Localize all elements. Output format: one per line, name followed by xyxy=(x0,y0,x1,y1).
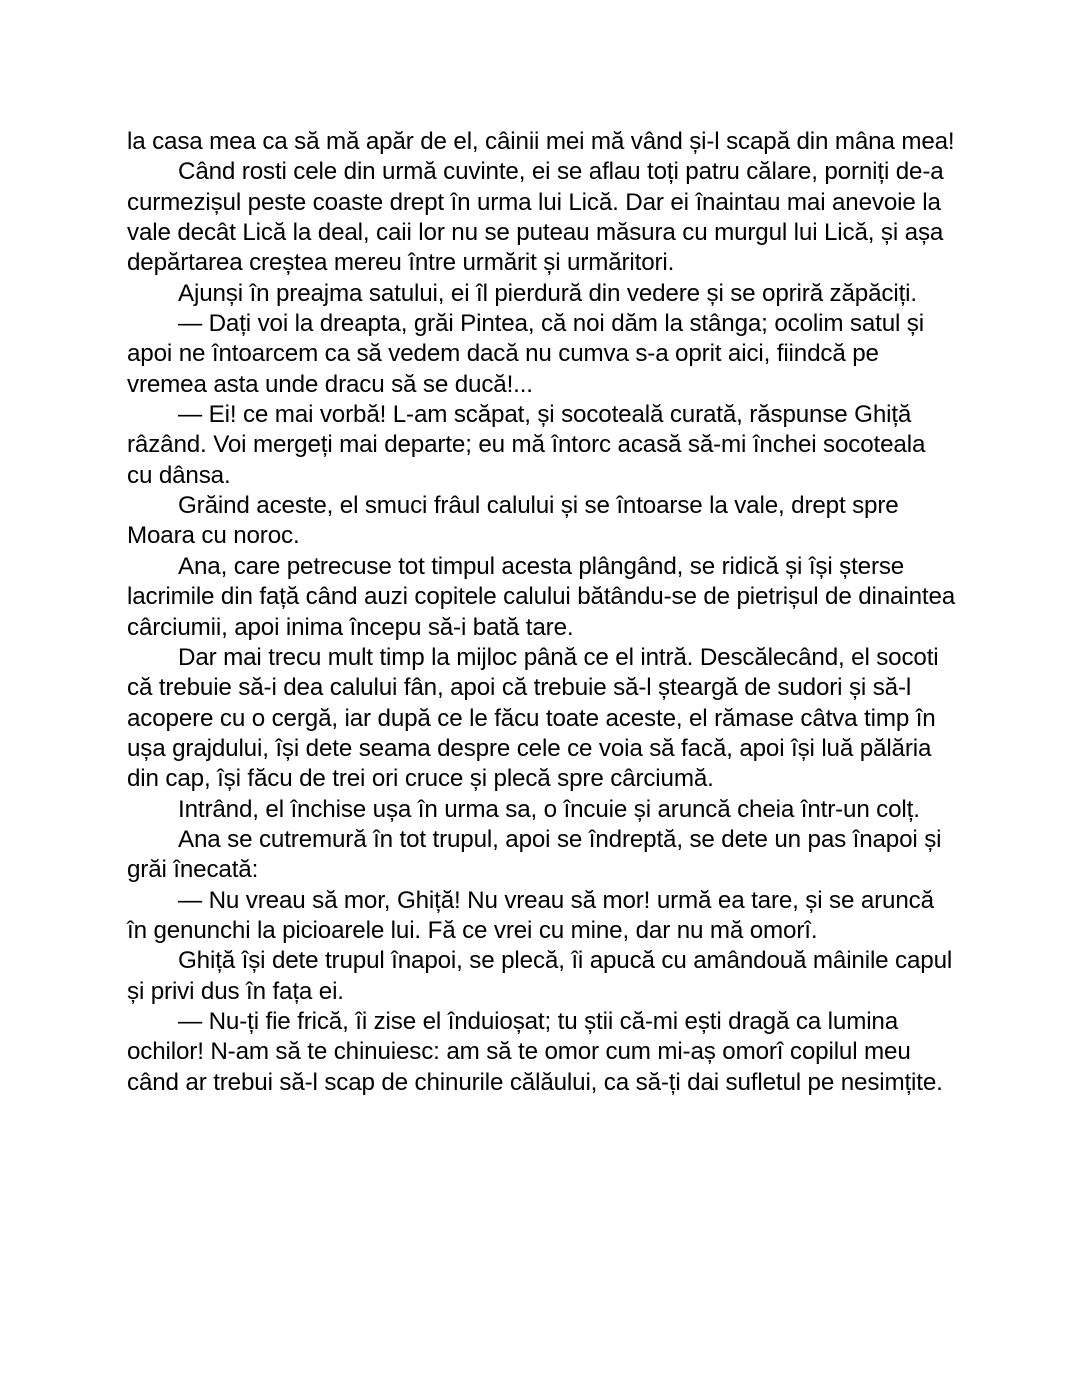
document-page xyxy=(127,127,957,1098)
paragraph: Ana, care petrecuse tot timpul acesta plângând, se ridică și își șterse lacrimile din față când auzi copitele calului bătându-se de pietrișul de dinaintea cârciumii, apoi inima începu să-i bată tare. xyxy=(127,552,956,641)
paragraph: Dar mai trecu mult timp la mijloc până ce el intră. Descălecând, el socoti că trebuie să-i dea calului fân, apoi că trebuie să-l șteargă de sudori și să-l acopere cu o cergă, iar după ce le făcu toate aceste, el rămase câtva timp în ușa grajdului, își dete seama despre cele ce voia să facă, apoi își luă pălăria din cap, își făcu de trei ori cruce și plecă spre cârciumă. xyxy=(127,643,939,793)
paragraph: Ajunși în preajma satului, ei îl pierdură din vedere și se opriră zăpăciți. xyxy=(178,279,917,307)
dialogue-paragraph: — Ei! ce mai vorbă! L-am scăpat, și socoteală curată, răspunse Ghiță râzând. Voi mergeți mai departe; eu mă întorc acasă să-mi închei socoteala cu dânsa. xyxy=(127,401,926,489)
paragraph-continuation: la casa mea ca să mă apăr de el, câinii mei mă vând și-l scapă din mâna mea! xyxy=(127,128,955,155)
dialogue-paragraph: — Nu vreau să mor, Ghiță! Nu vreau să mor! urmă ea tare, și se aruncă în genunchi la picioarele lui. Fă ce vrei cu mine, dar nu mă omorî. xyxy=(127,886,934,944)
paragraph: Grăind aceste, el smuci frâul calului și se întoarse la vale, drept spre Moara cu noroc. xyxy=(127,492,899,550)
dialogue-paragraph: — Nu-ți fie frică, îi zise el înduioșat; tu știi că-mi ești dragă ca lumina ochilor! N-am să te chinuiesc: am să te omor cum mi-aș omorî copilul meu când ar trebui să-l scap de chinurile călăului, ca să-ți dai sufletul pe nesimțite. xyxy=(127,1007,943,1096)
dialogue-paragraph: — Dați voi la dreapta, grăi Pintea, că noi dăm la stânga; ocolim satul și apoi ne întoarcem ca să vedem dacă nu cumva s-a oprit aici, fiindcă pe vremea asta unde dracu să se ducă!... xyxy=(127,310,924,398)
paragraph: Intrând, el închise ușa în urma sa, o încuie și aruncă cheia într-un colț. xyxy=(178,795,920,823)
paragraph: Ghiță își dete trupul înapoi, se plecă, îi apucă cu amândouă mâinile capul și privi dus în fața ei. xyxy=(127,947,953,1005)
paragraph: Ana se cutremură în tot trupul, apoi se îndreptă, se dete un pas înapoi și grăi înecată: xyxy=(127,825,942,884)
paragraph: Când rosti cele din urmă cuvinte, ei se aflau toți patru călare, porniți de-a curmezișul peste coaste drept în urma lui Lică. Dar ei înaintau mai anevoie la vale decât Lică la deal, caii lor nu se puteau măsura cu murgul lui Lică, și așa depărtarea creștea mereu între urmărit și urmăritori. xyxy=(127,158,944,277)
